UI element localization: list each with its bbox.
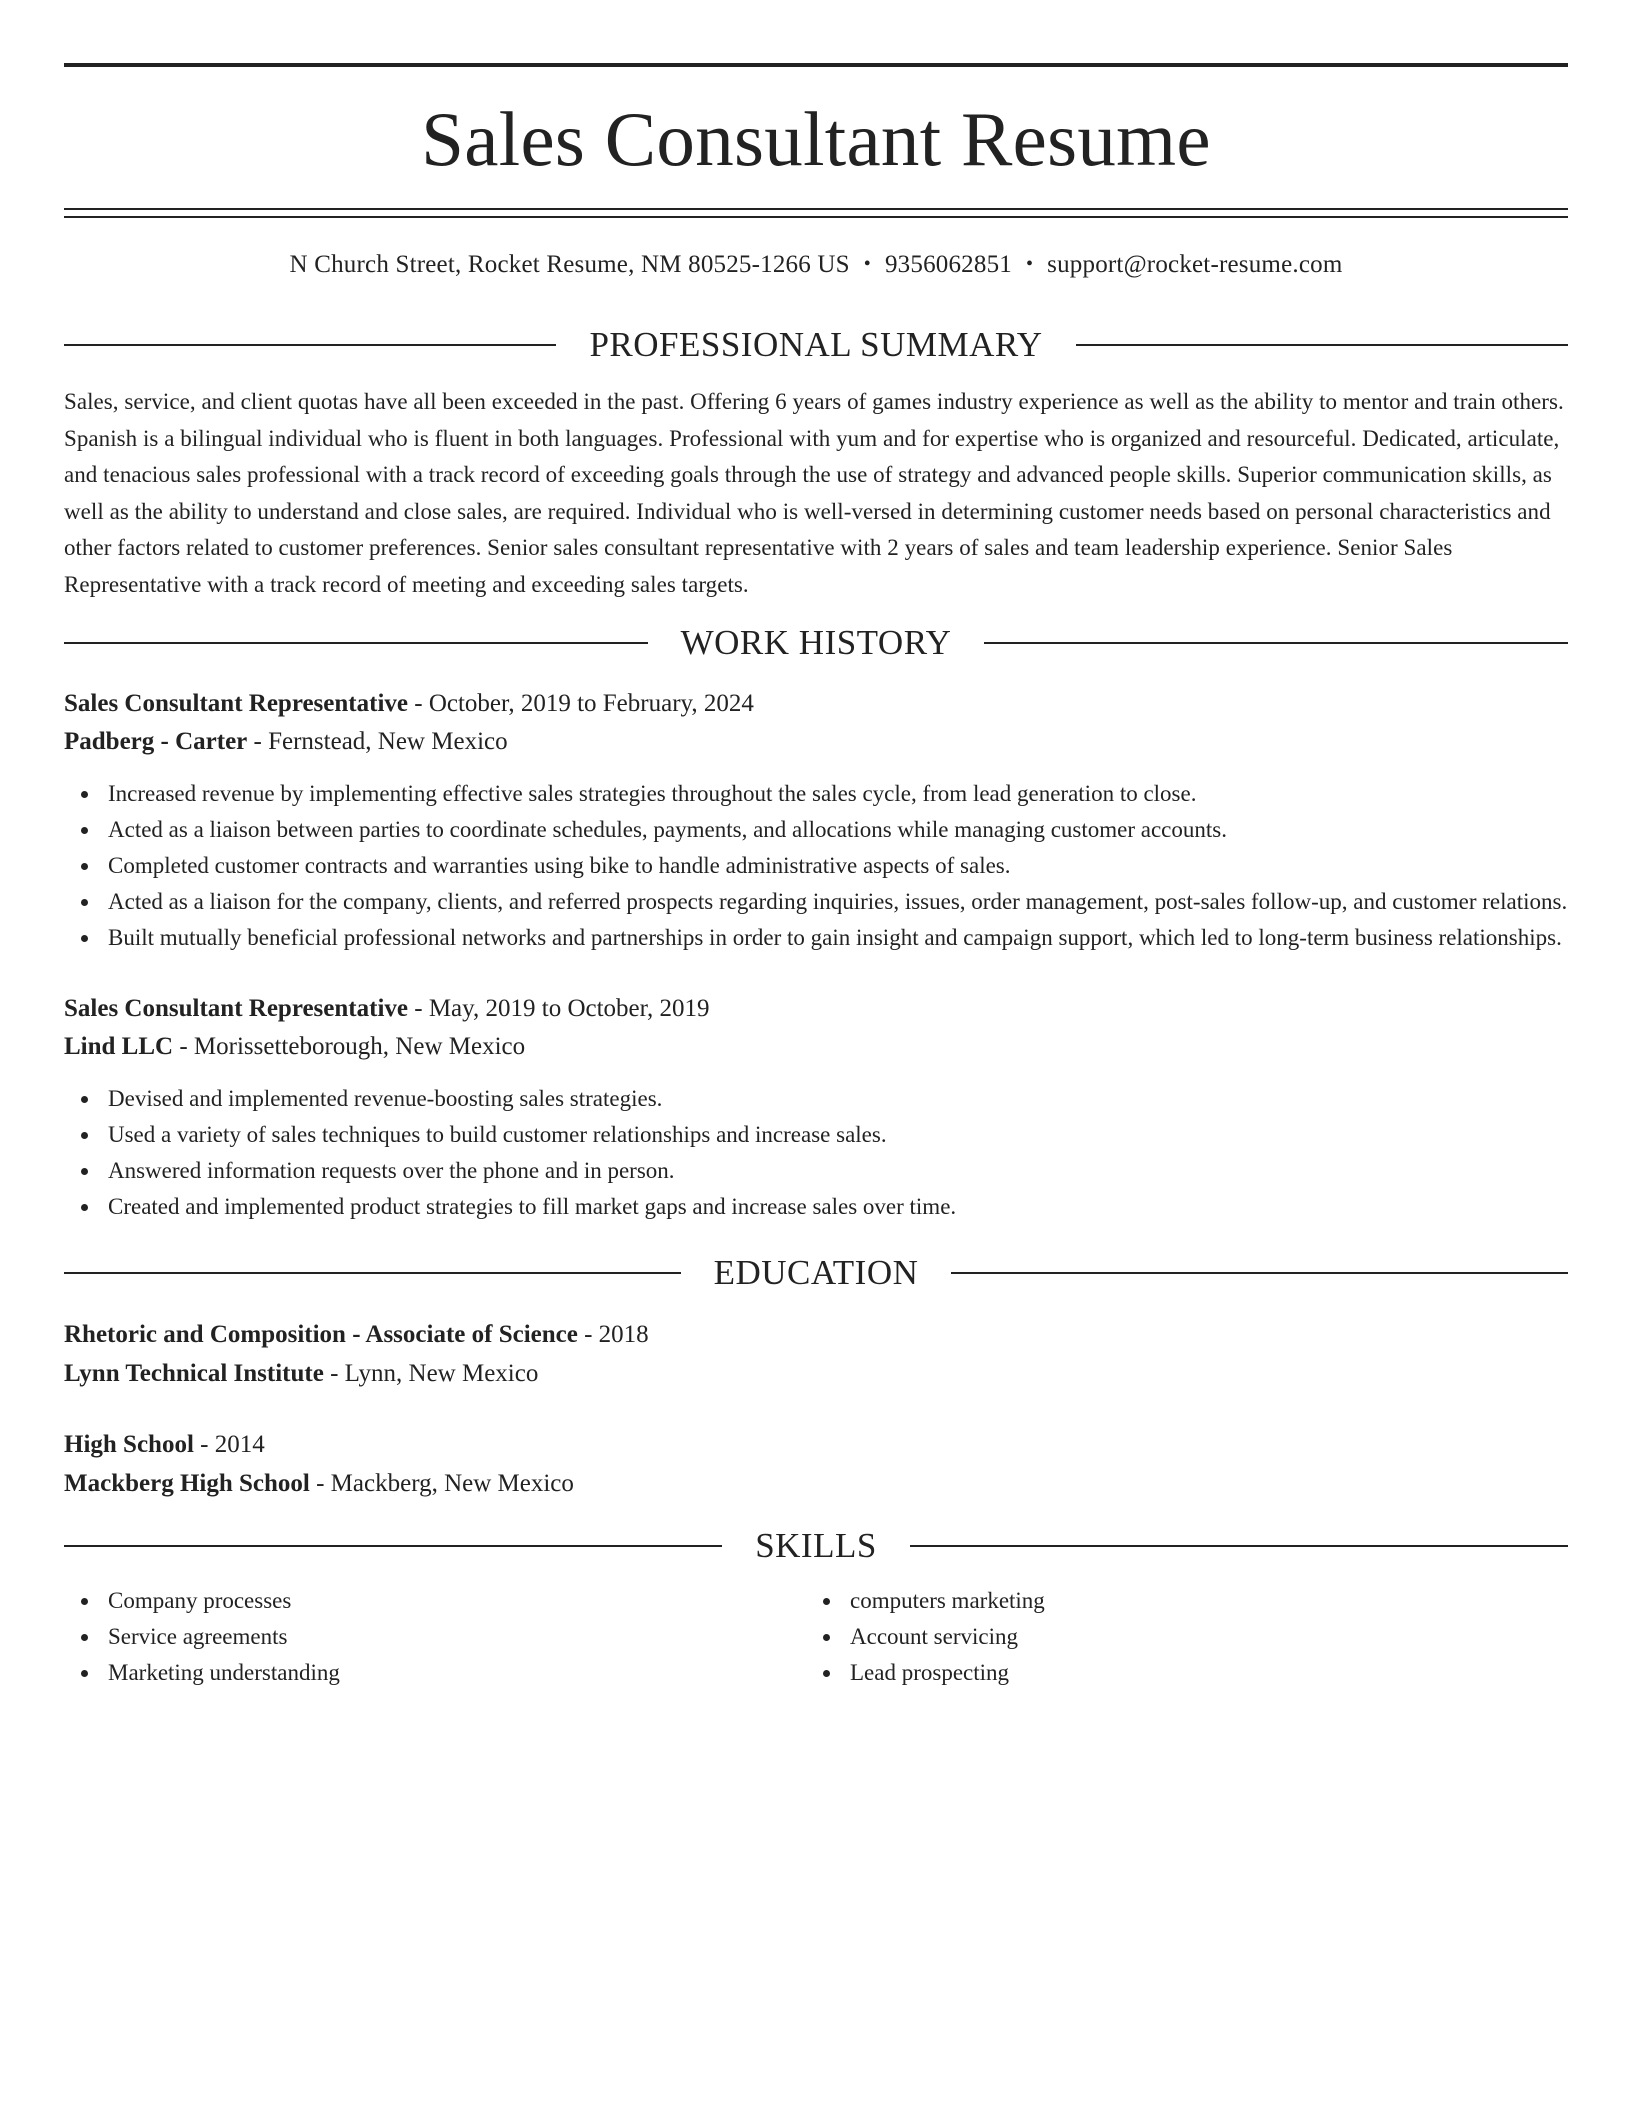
job-location: Morissetteborough, New Mexico [193, 1033, 526, 1060]
summary-heading [64, 327, 1568, 362]
list-item: computers marketing [806, 1583, 1548, 1619]
contact-line [64, 252, 1568, 277]
job-entry [64, 990, 1568, 1225]
contact-email: support@rocket-resume.com [1047, 251, 1343, 278]
job-title-line: Sales Consultant Representative - May, 2019 to October, 2019 [64, 995, 710, 1022]
title-rule-upper [64, 208, 1568, 210]
list-item: Marketing understanding [64, 1655, 806, 1691]
job-entry [64, 685, 1568, 956]
skills-list-left [64, 1583, 806, 1691]
education-heading [64, 1255, 1568, 1290]
school-line: Lynn Technical Institute - Lynn, New Mexico [64, 1360, 539, 1387]
school-location: Mackberg, New Mexico [330, 1470, 574, 1497]
job-company-line: Lind LLC - Morissetteborough, New Mexico [64, 1033, 526, 1060]
skills-heading-label: SKILLS [755, 1526, 877, 1565]
heading-rule [64, 642, 648, 644]
contact-address: N Church Street, Rocket Resume, NM 80525-1266 US [289, 251, 850, 278]
job-title: Sales Consultant Representative [64, 690, 408, 717]
job-title-line: Sales Consultant Representative - October, 2019 to February, 2024 [64, 690, 754, 717]
list-item: Lead prospecting [806, 1655, 1548, 1691]
degree-line: Rhetoric and Composition - Associate of Science - 2018 [64, 1321, 649, 1348]
contact-phone: 9356062851 [884, 251, 1012, 278]
job-bullets [64, 776, 1568, 956]
heading-rule [64, 1545, 722, 1547]
degree: Rhetoric and Composition - Associate of Science [64, 1321, 578, 1348]
list-item: Increased revenue by implementing effective sales strategies throughout the sales cycle, from lead generation to close. [64, 776, 1568, 812]
work-history-heading-label: WORK HISTORY [680, 623, 952, 662]
list-item: Acted as a liaison between parties to coordinate schedules, payments, and allocations while managing customer accounts. [64, 812, 1568, 848]
contact-separator: • [1025, 253, 1034, 275]
list-item: Completed customer contracts and warranties using bike to handle administrative aspects of sales. [64, 848, 1568, 884]
heading-rule [64, 1272, 681, 1274]
skills-list-right [806, 1583, 1548, 1691]
heading-rule [1076, 344, 1568, 346]
list-item: Company processes [64, 1583, 806, 1619]
school-line: Mackberg High School - Mackberg, New Mexico [64, 1470, 574, 1497]
list-item: Created and implemented product strategies to fill market gaps and increase sales over time. [64, 1189, 1568, 1225]
graduation-year: 2014 [214, 1431, 265, 1458]
summary-text: Sales, service, and client quotas have all been exceeded in the past. Offering 6 years of games industry experience as well as the ability to mentor and train others. Spanish is a bilingual individual who is fluent in both languages. Professional with yum and for expertise who is organized and resourceful. Dedicated, articulate, and tenacious sales professional with a track record of exceeding goals through the use of strategy and advanced people skills. Superior communication skills, as well as the ability to understand and close sales, are required. Individual who is well-versed in determining customer needs based on personal characteristics and other factors related to customer preferences. Senior sales consultant representative with 2 years of sales and team leadership experience. Senior Sales Representative with a track record of meeting and exceeding sales targets. [64, 389, 1564, 597]
heading-rule [951, 1272, 1568, 1274]
school-name: Lynn Technical Institute [64, 1360, 324, 1387]
title-rule-lower [64, 216, 1568, 218]
degree: High School [64, 1431, 194, 1458]
list-item: Used a variety of sales techniques to build customer relationships and increase sales. [64, 1117, 1568, 1153]
summary-heading-label: PROFESSIONAL SUMMARY [589, 325, 1043, 364]
education-entry [64, 1315, 1568, 1393]
school-location: Lynn, New Mexico [344, 1360, 539, 1387]
education-entry [64, 1425, 1568, 1503]
degree-line: High School - 2014 [64, 1431, 265, 1458]
list-item: Service agreements [64, 1619, 806, 1655]
heading-rule [910, 1545, 1568, 1547]
skills-heading [64, 1528, 1568, 1563]
contact-separator: • [863, 253, 871, 275]
job-title: Sales Consultant Representative [64, 995, 408, 1022]
heading-rule [64, 344, 556, 346]
heading-rule [984, 642, 1568, 644]
job-location: Fernstead, New Mexico [268, 728, 508, 755]
education-heading-label: EDUCATION [713, 1253, 919, 1292]
list-item: Built mutually beneficial professional networks and partnerships in order to gain insight and campaign support, which led to long-term business relationships. [64, 920, 1568, 956]
job-company-line: Padberg - Carter - Fernstead, New Mexico [64, 728, 508, 755]
school-name: Mackberg High School [64, 1470, 310, 1497]
job-company: Lind LLC [64, 1033, 174, 1060]
skills-grid [64, 1583, 1568, 1691]
list-item: Answered information requests over the phone and in person. [64, 1153, 1568, 1189]
list-item: Account servicing [806, 1619, 1548, 1655]
list-item: Devised and implemented revenue-boosting sales strategies. [64, 1081, 1568, 1117]
list-item: Acted as a liaison for the company, clients, and referred prospects regarding inquiries, issues, order management, post-sales follow-up, and customer relations. [64, 884, 1568, 920]
job-bullets [64, 1081, 1568, 1225]
job-dates: October, 2019 to February, 2024 [428, 690, 754, 717]
resume-title: Sales Consultant Resume [421, 96, 1211, 182]
graduation-year: 2018 [598, 1321, 649, 1348]
work-history-heading [64, 625, 1568, 660]
job-company: Padberg - Carter [64, 728, 248, 755]
job-dates: May, 2019 to October, 2019 [428, 995, 710, 1022]
